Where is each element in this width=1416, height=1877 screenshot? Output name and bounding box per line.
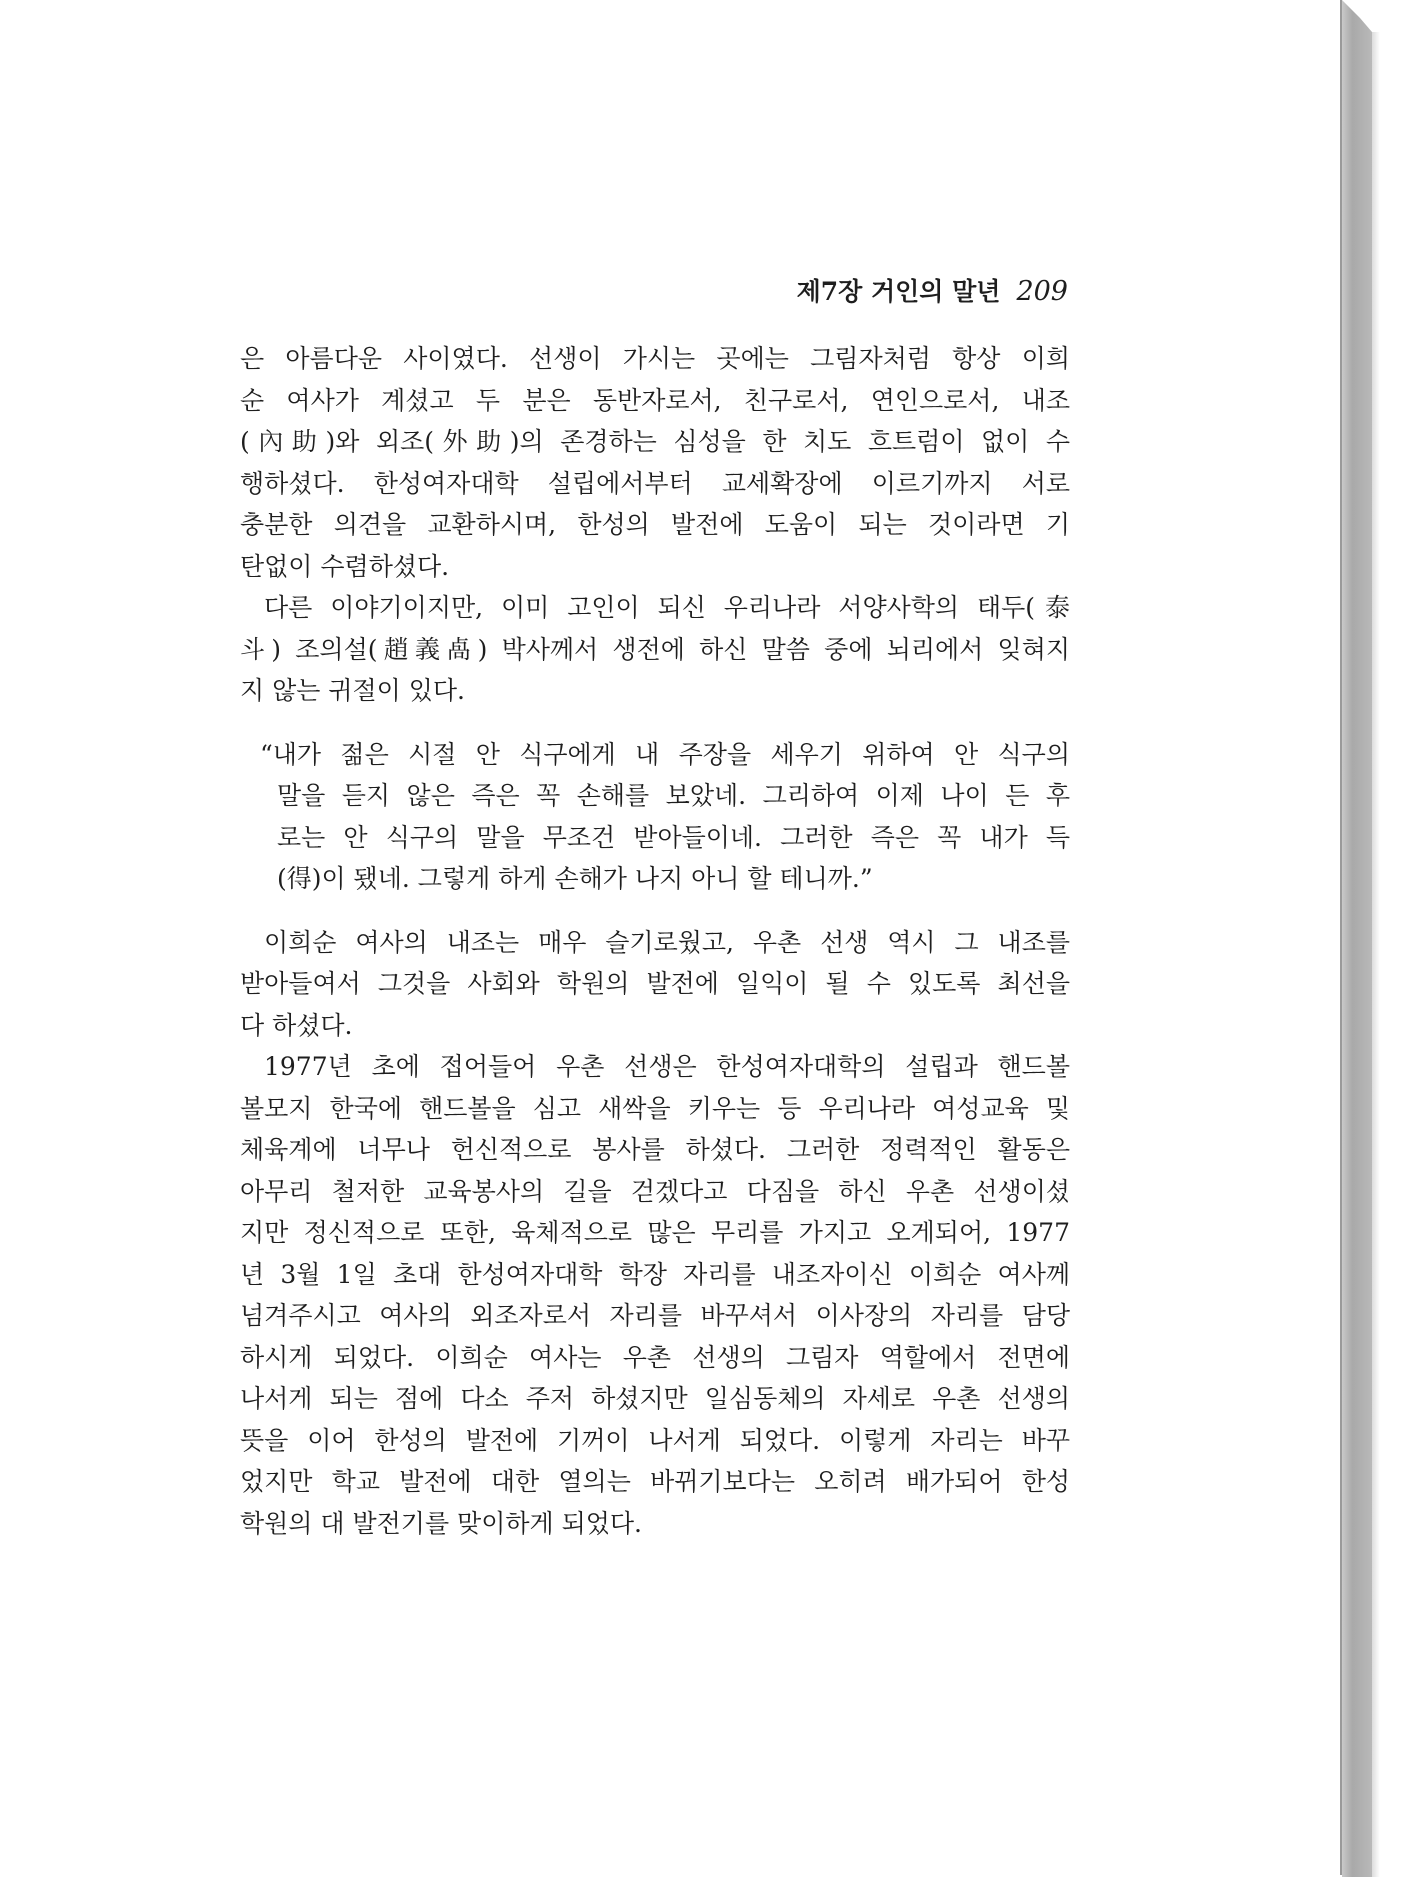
- text-line: 순 여사가 계셨고 두 분은 동반자로서, 친구로서, 연인으로서, 내조: [240, 385, 1070, 415]
- text-line: 넘겨주시고 여사의 외조자로서 자리를 바꾸셔서 이사장의 자리를 담당: [240, 1301, 1070, 1330]
- paragraph-1: [240, 338, 1070, 587]
- page-edge-shadow: [1342, 0, 1372, 1877]
- page-edge-fade: [1372, 32, 1380, 1877]
- quote-line: 로는 안 식구의 말을 무조건 받아들이네. 그러한 즉은 꼭 내가 득: [277, 822, 1070, 852]
- text-line: 년 3월 1일 초대 한성여자대학 학장 자리를 내조자이신 이희순 여사께: [240, 1259, 1070, 1289]
- body-text: [240, 338, 1070, 1544]
- paragraph-3: [240, 922, 1070, 1047]
- text-line: 충분한 의견을 교환하시며, 한성의 발전에 도움이 되는 것이라면 기: [240, 510, 1070, 539]
- text-line: 아무리 철저한 교육봉사의 길을 걷겠다고 다짐을 하신 우촌 선생이셨: [240, 1176, 1070, 1206]
- text-line: 행하셨다. 한성여자대학 설립에서부터 교세확장에 이르기까지 서로: [240, 468, 1070, 498]
- text-line: 볼모지 한국에 핸드볼을 심고 새싹을 키우는 등 우리나라 여성교육 및: [240, 1093, 1070, 1123]
- text-line: 학원의 대 발전기를 맞이하게 되었다.: [240, 1508, 642, 1538]
- text-line: 나서게 되는 점에 다소 주저 하셨지만 일심동체의 자세로 우촌 선생의: [240, 1384, 1070, 1413]
- text-line: (內助)와 외조(外助)의 존경하는 심성을 한 치도 흐트럼이 없이 수: [240, 427, 1070, 456]
- paragraph-2: [240, 587, 1070, 712]
- text-line: 斗) 조의설(趙義卨) 박사께서 생전에 하신 말씀 중에 뇌리에서 잊혀지: [240, 634, 1070, 664]
- text-line: 었지만 학교 발전에 대한 열의는 바뀌기보다는 오히려 배가되어 한성: [240, 1467, 1070, 1496]
- text-line: 탄없이 수렴하셨다.: [240, 551, 450, 581]
- quote-line: “내가 젊은 시절 안 식구에게 내 주장을 세우기 위하여 안 식구의: [260, 739, 1070, 769]
- running-header: [240, 272, 1068, 312]
- page-number: 209: [1016, 276, 1068, 307]
- text-line: 이희순 여사의 내조는 매우 슬기로웠고, 우촌 선생 역시 그 내조를: [264, 927, 1070, 957]
- text-line: 다른 이야기이지만, 이미 고인이 되신 우리나라 서양사학의 태두(泰: [264, 593, 1070, 622]
- text-line: 지 않는 귀절이 있다.: [240, 676, 465, 705]
- text-line: 지만 정신적으로 또한, 육체적으로 많은 무리를 가지고 오게되어, 1977: [240, 1218, 1070, 1247]
- quote-line: (得)이 됐네. 그렇게 하게 손해가 나지 아니 할 테니까.”: [277, 864, 873, 893]
- text-line: 받아들여서 그것을 사회와 학원의 발전에 일익이 될 수 있도록 최선을: [240, 969, 1070, 998]
- chapter-title: 제7장 거인의 말년: [796, 277, 1001, 306]
- text-line: 1977년 초에 접어들어 우촌 선생은 한성여자대학의 설립과 핸드볼: [264, 1052, 1070, 1081]
- text-line: 하시게 되었다. 이희순 여사는 우촌 선생의 그림자 역할에서 전면에: [240, 1342, 1070, 1372]
- paragraph-4: [240, 1046, 1070, 1544]
- text-line: 체육계에 너무나 헌신적으로 봉사를 하셨다. 그러한 정력적인 활동은: [240, 1135, 1070, 1164]
- text-line: 은 아름다운 사이였다. 선생이 가시는 곳에는 그림자처럼 항상 이희: [240, 344, 1070, 373]
- text-line: 뜻을 이어 한성의 발전에 기꺼이 나서게 되었다. 이렇게 자리는 바꾸: [240, 1425, 1070, 1455]
- quote-line: 말을 듣지 않은 즉은 꼭 손해를 보았네. 그리하여 이제 나이 든 후: [277, 781, 1070, 810]
- text-line: 다 하셨다.: [240, 1010, 353, 1040]
- block-quote: [240, 734, 1070, 900]
